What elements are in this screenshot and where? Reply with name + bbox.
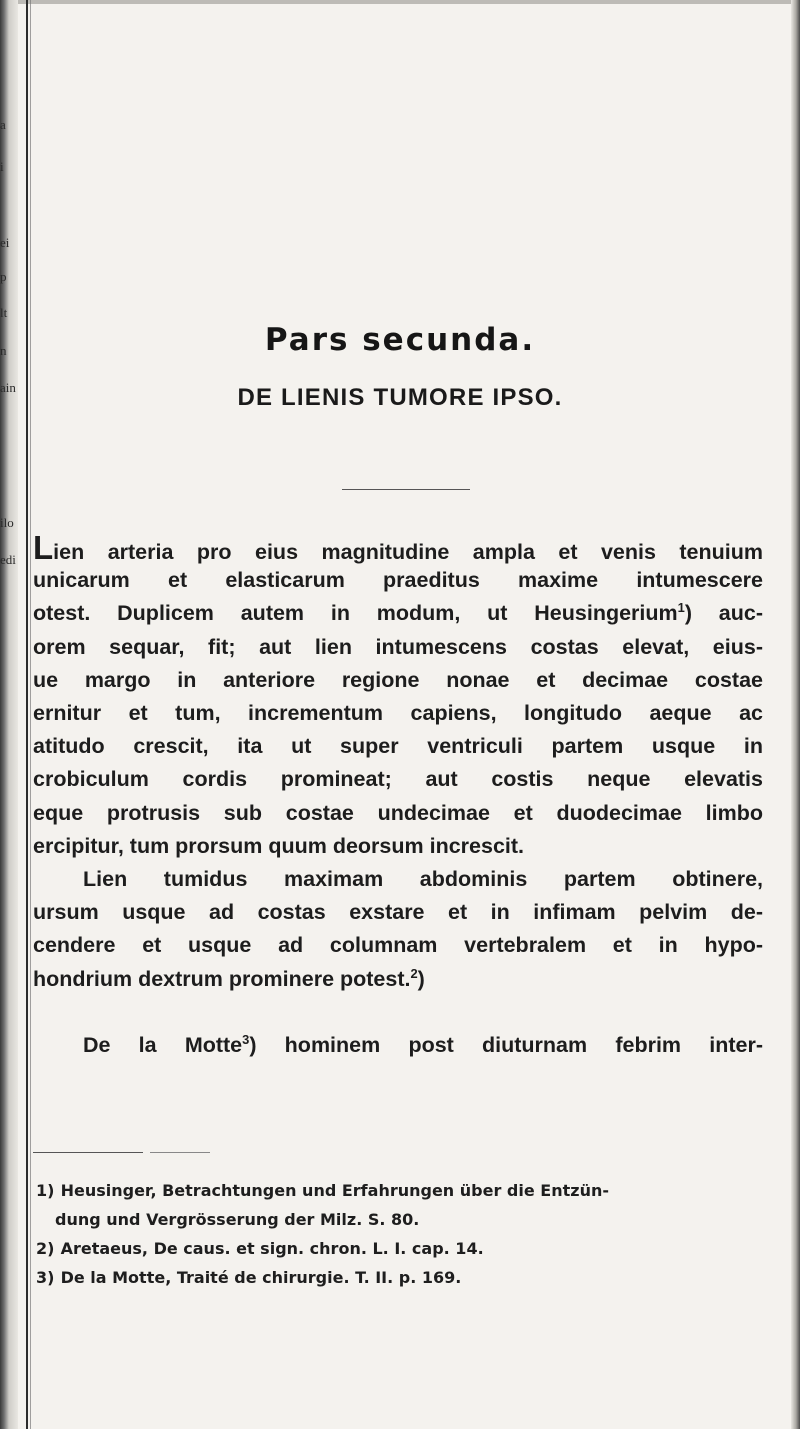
footnote-ref: 1 [677, 600, 685, 616]
footnote-ref: 3 [242, 1031, 250, 1047]
text-line: ursum usque ad costas exstare et in infimam pelvim de- [33, 900, 763, 925]
paragraph-2 [33, 863, 763, 996]
text-line: crobiculum cordis promineat; aut costis neque elevatis [33, 767, 763, 792]
footnote-ref: 2 [410, 965, 418, 981]
footnote-1-cont: dung und Vergrösserung der Milz. S. 80. [55, 1210, 420, 1229]
text-line: orem sequar, fit; aut lien intumescens costas elevat, eius- [33, 634, 763, 659]
spine-fragment: n [0, 344, 7, 358]
text-line: cendere et usque ad columnam vertebralem et in hypo- [33, 933, 763, 958]
spine-fragment: i [0, 160, 4, 174]
spine-fragment: lt [0, 306, 8, 320]
text-line: Lien arteria pro eius magnitudine ampla et venis tenuium [33, 529, 763, 566]
spine-rule [26, 0, 28, 1429]
footnotes [36, 1176, 766, 1292]
paragraph-3 [33, 1029, 763, 1062]
title-rule [342, 489, 470, 490]
text-line: hondrium dextrum prominere potest.$^2$) [33, 965, 425, 991]
binding-gutter [0, 0, 18, 1429]
text-line: otest. Duplicem autem in modum, ut Heusingerium$^1$) auc- [33, 600, 763, 626]
text-line: De la Motte$^3$) hominem post diuturnam febrim inter- [83, 1031, 763, 1057]
initial-letter: L [33, 529, 54, 566]
spine-fragment: a [0, 118, 6, 132]
spine-fragment: edi [0, 553, 16, 567]
footnote-1: 1) Heusinger, Betrachtungen und Erfahrungen über die Entzün- [36, 1181, 609, 1200]
footnote-rule-faint [150, 1152, 210, 1153]
spine-fragment: ilo [0, 516, 14, 530]
text-line: ercipitur, tum prorsum quum deorsum increscit. [33, 833, 525, 858]
scan-right-edge [791, 0, 800, 1429]
scan-top-edge [0, 0, 800, 4]
spine-fragment: ei [0, 236, 10, 250]
text-line: Lien tumidus maximam abdominis partem obtinere, [83, 867, 763, 891]
spine-fragment: p [0, 270, 7, 284]
text-line: unicarum et elasticarum praeditus maxime intumescere [33, 568, 763, 593]
section-title: DE LIENIS TUMORE IPSO. [237, 384, 563, 411]
text-line: atitudo crescit, ita ut super ventriculi partem usque in [33, 734, 763, 759]
text-line: ue margo in anteriore regione nonae et decimae costae [33, 667, 763, 692]
footnote-2: 2) Aretaeus, De caus. et sign. chron. L. I. cap. 14. [36, 1239, 484, 1258]
spine-rule-inner [30, 0, 31, 1429]
footnote-rule [33, 1152, 143, 1153]
footnote-3: 3) De la Motte, Traité de chirurgie. T. II. p. 169. [36, 1268, 462, 1287]
text-line: ernitur et tum, incrementum capiens, longitudo aeque ac [33, 700, 763, 725]
part-heading: Pars secunda. [264, 322, 536, 358]
spine-fragment: ain [0, 381, 16, 395]
paragraph-1 [33, 531, 763, 863]
text-line: eque protrusis sub costae undecimae et duodecimae limbo [33, 800, 763, 825]
